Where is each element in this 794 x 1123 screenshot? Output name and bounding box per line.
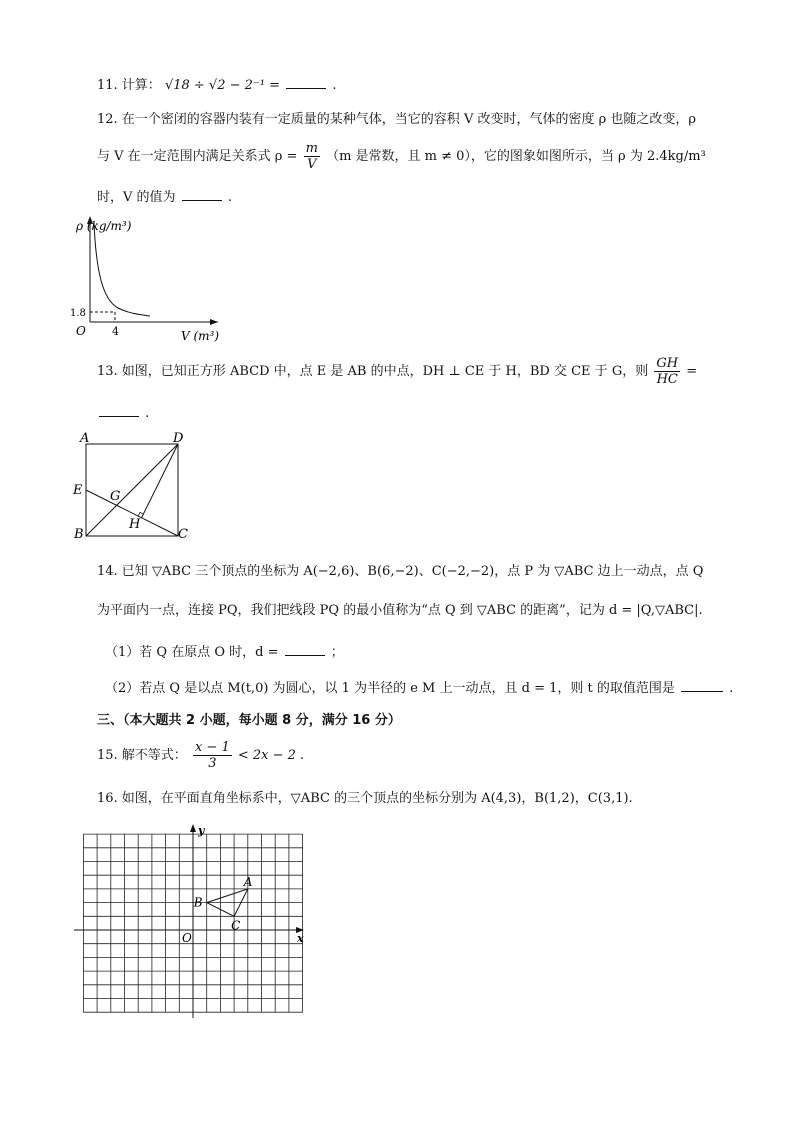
q15-fraction: [193, 740, 232, 771]
q12-x-arrow: [210, 319, 218, 325]
q14-sub2-text: （2）若点 Q 是以点 M(t,0) 为圆心，以 1 为半径的 e M 上一动点，且 d = 1，则 t 的取值范围是: [105, 681, 675, 696]
q13-frac-num: GH: [656, 356, 679, 371]
q16-origin: O: [182, 931, 192, 945]
q13-segment-dh: [142, 444, 178, 518]
q12-x-label: V (m³): [181, 329, 220, 343]
q12-density-graph: [68, 212, 238, 347]
q12-frac-num: m: [305, 141, 318, 156]
q13-label-h: H: [129, 517, 141, 532]
q15-frac-den: 3: [208, 756, 217, 771]
q12-line3: [97, 186, 232, 207]
q13-ratio-fraction: [654, 356, 680, 387]
q13-line1-a: 13. 如图，已知正方形 ABCD 中，点 E 是 AB 的中点，DH ⊥ CE 于 H，BD 交 CE 于 G，则: [97, 364, 649, 379]
q11-suffix: .: [332, 78, 337, 93]
q15-prefix: 15. 解不等式：: [97, 748, 187, 763]
q12-line3-text: 时，V 的值为: [97, 190, 176, 205]
q12-y-label: ρ (kg/m³): [76, 219, 132, 233]
q14-line2: 为平面内一点，连接 PQ，我们把线段 PQ 的最小值称为“点 Q 到 ▽ABC 的距离”，记为 d = |Q,▽ABC|.: [97, 603, 703, 618]
q11-answer-blank[interactable]: [286, 74, 326, 89]
q13-label-e: E: [73, 483, 83, 498]
q16-label-a: A: [243, 874, 253, 889]
q15-line: [97, 738, 304, 774]
q12-density-fraction: [304, 141, 320, 172]
q16-label-b: B: [193, 895, 203, 910]
q13-label-a: A: [80, 431, 90, 446]
q13-square-figure: [70, 428, 195, 543]
q13-line2-end: .: [145, 406, 150, 421]
q12-y-tick: 1.8: [70, 308, 86, 319]
q16-x-label: x: [297, 932, 304, 945]
q14-sub1-end: ；: [330, 645, 344, 660]
q12-frac-den: V: [307, 157, 317, 172]
q14-sub2: [105, 677, 733, 698]
q13-label-b: B: [74, 527, 84, 542]
q13-frac-den: HC: [656, 372, 678, 387]
q12-origin: O: [76, 324, 86, 338]
q12-line2: [97, 140, 706, 174]
q13-label-c: C: [178, 527, 188, 542]
q16-coordinate-grid: [70, 822, 310, 1022]
q16-y-label: y: [198, 824, 205, 837]
q11-prefix: 11. 计算：: [97, 78, 161, 93]
q15-suffix: < 2x − 2 .: [237, 748, 305, 763]
q16-line1: 16. 如图，在平面直角坐标系中，▽ABC 的三个顶点的坐标分别为 A(4,3)，B(1,2)，C(3,1).: [97, 791, 633, 806]
q16-label-c: C: [231, 918, 241, 933]
q14-sub1-answer-blank[interactable]: [285, 641, 325, 656]
q12-line2-b: （m 是常数，且 m ≠ 0），它的图象如图所示，当 ρ 为 2.4kg/m³: [326, 149, 706, 164]
q16-y-arrow: [190, 824, 196, 832]
q14-sub1-text: （1）若 Q 在原点 O 时，d =: [105, 645, 279, 660]
section-3-heading: 三、（本大题共 2 小题，每小题 8 分，满分 16 分）: [97, 713, 401, 728]
q12-curve: [94, 222, 150, 316]
q13-line1-b: =: [686, 364, 698, 379]
q14-sub1: [105, 641, 344, 662]
q13-label-d: D: [173, 431, 184, 446]
q14-sub2-answer-blank[interactable]: [681, 677, 723, 692]
q13-line1: [97, 355, 697, 389]
q13-line2: [97, 402, 149, 423]
q12-line1: 12. 在一个密闭的容器内装有一定质量的某种气体，当它的容积 V 改变时，气体的密度 ρ 也随之改变，ρ: [97, 112, 697, 127]
q12-answer-blank[interactable]: [182, 186, 222, 201]
q12-x-tick: 4: [112, 325, 119, 338]
q13-answer-blank[interactable]: [99, 402, 139, 417]
q11-expression: √18 ÷ √2 − 2⁻¹ =: [164, 78, 281, 93]
q12-line2-a: 与 V 在一定范围内满足关系式 ρ =: [97, 149, 298, 164]
question-11: [97, 74, 336, 95]
q15-frac-num: x − 1: [194, 740, 230, 755]
q14-line1: 14. 已知 ▽ABC 三个顶点的坐标为 A(−2,6)、B(6,−2)、C(−2,−2)，点 P 为 ▽ABC 边上一动点，点 Q: [97, 564, 704, 579]
q13-label-g: G: [110, 489, 121, 504]
q14-sub2-end: .: [729, 681, 734, 696]
q12-line3-end: .: [227, 190, 232, 205]
